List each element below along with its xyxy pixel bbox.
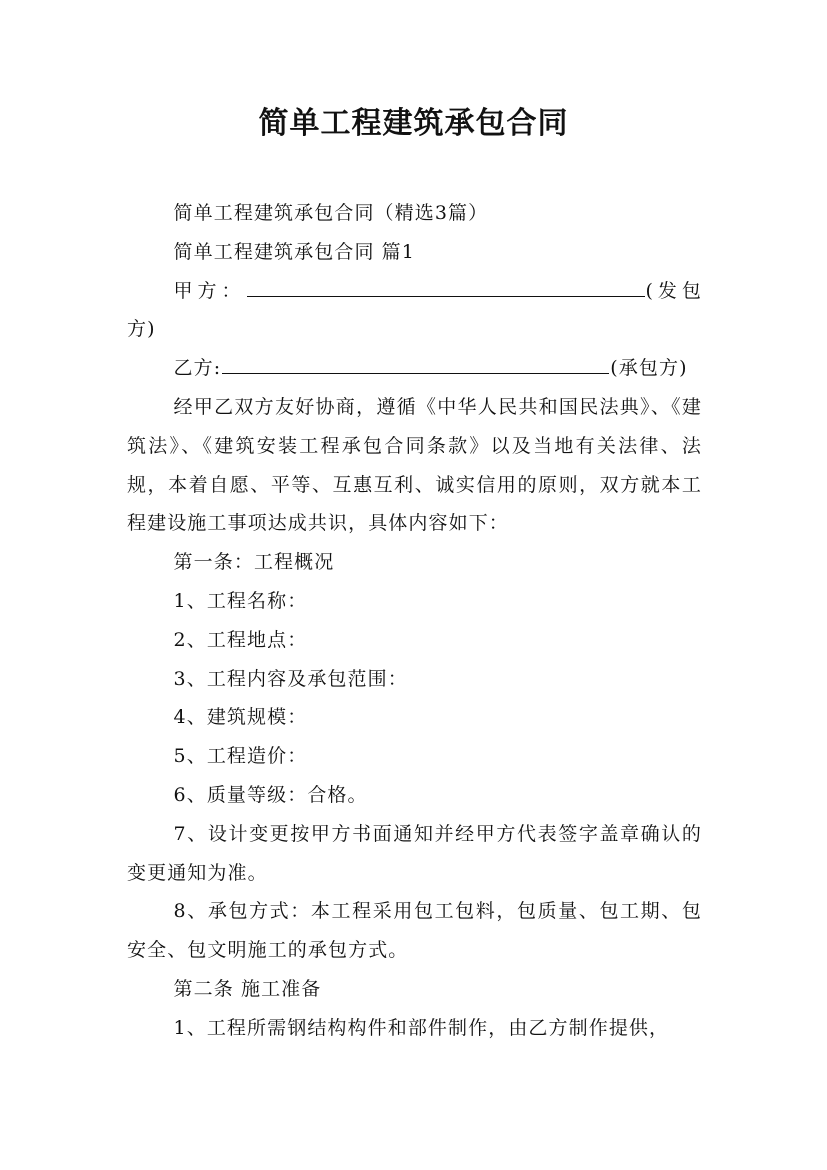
party-a-suffix: (发包方): [127, 279, 702, 341]
party-b-label: 乙方:: [173, 357, 222, 380]
party-b-blank: [222, 372, 609, 374]
preamble-paragraph: 经甲乙双方友好协商，遵循《中华人民共和国民法典》、《建筑法》、《建筑安装工程承包合同条款》以及当地有关法律、法规，本着自愿、平等、互惠互利、诚实信用的原则，双方就本工程建设施工事项达成共识，具体内容如下：: [127, 395, 702, 535]
article-1-item: 8、承包方式：本工程采用包工包料，包质量、包工期、包安全、包文明施工的承包方式。: [127, 900, 702, 962]
party-a-line: [127, 272, 702, 350]
subtitle: 简单工程建筑承包合同（精选3篇）: [173, 202, 489, 224]
article-1-item: 6、质量等级：合格。: [173, 783, 368, 806]
part-heading: 简单工程建筑承包合同 篇1: [173, 240, 415, 263]
document-body: [127, 194, 702, 1048]
article-2-item: 1、工程所需钢结构构件和部件制作，由乙方制作提供，: [173, 1016, 670, 1039]
article-1-item: 4、建筑规模：: [173, 706, 308, 729]
article-1-item: 2、工程地点：: [173, 628, 308, 651]
party-b-line: [127, 349, 702, 388]
party-a-blank: [247, 295, 645, 297]
article-1-item: 3、工程内容及承包范围：: [173, 667, 408, 690]
party-b-suffix: (承包方): [610, 357, 688, 380]
article-1-item: 5、工程造价：: [173, 745, 308, 768]
article-1-item: 7、设计变更按甲方书面通知并经甲方代表签字盖章确认的变更通知为准。: [127, 822, 702, 884]
document-title: 简单工程建筑承包合同: [258, 106, 569, 141]
article-1-heading: 第一条：工程概况: [173, 551, 335, 574]
party-a-label: 甲方：: [173, 279, 246, 302]
article-2-heading: 第二条 施工准备: [173, 977, 322, 1000]
article-1-item: 1、工程名称：: [173, 589, 308, 612]
